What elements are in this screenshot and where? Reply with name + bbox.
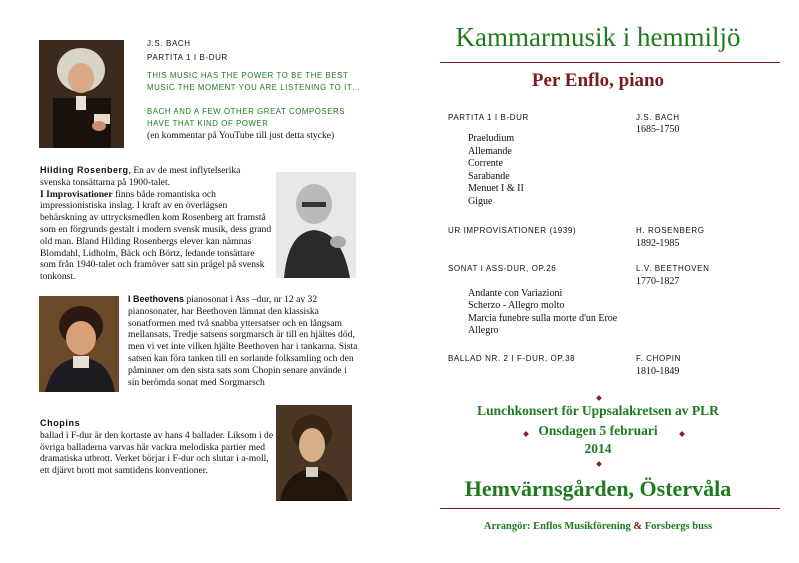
program-title-4: BALLAD NR. 2 I F-DUR, OP.38 — [448, 354, 576, 363]
organizer-b: Forsbergs buss — [642, 521, 713, 532]
organizer-ampersand: & — [633, 521, 643, 532]
rosenberg-text-1: , En av de mest inflytelserika svenska tonsättarna på 1900-talet. — [40, 165, 241, 188]
page-title: Kammarmusik i hemmiljö — [455, 22, 741, 52]
chopin-portrait — [276, 405, 352, 501]
beethoven-body: pianosonat i Ass –dur, nr 12 av 32 pianosonater, har Beethoven lämnat den klassiska sonatformen med två snabba yttersatser och en långsam mellansats. Tredje satsens sorgmarsch är till en hjältes död, men vi vet inte vilken hjälte Beethoven har i tankarna. Sista satsen kan föra tanken till en sorlande folksamling och den påminner om den sista sats som Chopin senare använde i sin berömda sonat med Sorgmarsch — [128, 294, 358, 388]
bach-quote: THIS MUSIC HAS THE POWER TO BE THE BEST MUSIC THE MOMENT YOU ARE LISTENING TO IT… — [147, 71, 361, 92]
movement: Sarabande — [468, 171, 510, 182]
program-composer-2: H. ROSENBERG — [636, 226, 705, 235]
rosenberg-text — [40, 165, 272, 283]
program-title-1: PARTITA 1 I B-DUR — [448, 113, 529, 122]
venue: Hemvärnsgården, Östervåla — [464, 476, 732, 501]
program-years-1: 1685-1750 — [636, 124, 680, 135]
bach-name: J.S. BACH — [147, 39, 191, 48]
beethoven-portrait — [39, 296, 119, 392]
bach-quote-2: BACH AND A FEW OTHER GREAT COMPOSERS HAVE THAT KIND OF POWER — [147, 107, 346, 128]
concert-year: 2014 — [584, 441, 612, 456]
chopin-text — [40, 418, 275, 477]
movement: Marcia funebre sulla morte d'un Eroe — [468, 313, 618, 324]
rosenberg-photo — [276, 172, 356, 278]
bach-portrait — [39, 40, 124, 148]
program-title-2: UR IMPROVISATIONER (1939) — [448, 226, 577, 235]
rosenberg-lead: Hilding Rosenberg — [40, 165, 129, 175]
program-composer-1: J.S. BACH — [636, 113, 680, 122]
movement: Gigue — [468, 196, 493, 207]
organizer — [418, 521, 778, 532]
movement: Scherzo - Allegro molto — [468, 300, 565, 311]
chopin-lead: Chopins — [40, 418, 81, 428]
rosenberg-lead-2: I Improvisationer — [40, 188, 113, 200]
program-years-3: 1770-1827 — [636, 276, 680, 287]
program-years-2: 1892-1985 — [636, 238, 680, 249]
movement: Allemande — [468, 146, 512, 157]
program-composer-4: F. CHOPIN — [636, 354, 681, 363]
divider-bottom — [440, 508, 780, 509]
program-title-3: SONAT I ASS-DUR, OP.26 — [448, 264, 557, 273]
diamond-ornament — [596, 461, 602, 467]
beethoven-lead: I Beethovens — [128, 294, 185, 304]
diamond-ornament — [596, 395, 602, 401]
divider-top — [440, 62, 780, 63]
performer: Per Enflo, piano — [531, 70, 665, 91]
movement: Corrente — [468, 158, 503, 169]
concert-line-1: Lunchkonsert för Uppsalakretsen av PLR — [477, 403, 719, 418]
concert-date: Onsdagen 5 februari — [538, 423, 658, 438]
program-years-4: 1810-1849 — [636, 366, 680, 377]
organizer-a: Arrangör: Enflos Musikförening — [483, 521, 631, 532]
movement: Allegro — [468, 325, 499, 336]
chopin-body: ballad i F-dur är den kortaste av hans 4 ballader. Liksom i de övriga balladerna varvas här vackra melodiska partier med dramatiska utbrott. Verket börjar i F-dur och slutar i a-moll, ett djärvt brott mot samtidens konventioner. — [40, 429, 274, 477]
bach-comment: (en kommentar på YouTube till just detta stycke) — [147, 130, 335, 141]
program-composer-3: L.V. BEETHOVEN — [636, 264, 710, 273]
movement: Praeludium — [468, 133, 515, 144]
rosenberg-text-2: finns både romantiska och impressionistiska inslag. I kraft av en överlägsen behärskning av uttrycksmedlen kom Rosenberg att framstå som en förgrunds gestalt i modern svensk musik, dess grand old man. Bland Hilding Rosenbergs elever kan nämnas Blomdahl, Lidholm, Bäck och Börtz, ledande tonsättare som från 1940-talet och framöver satt sin prägel på svensk tonkonst. — [40, 188, 272, 283]
movement: Andante con Variazioni — [468, 288, 563, 299]
beethoven-text — [128, 294, 358, 388]
bach-work: PARTITA 1 I B-DUR — [147, 53, 228, 62]
movement: Menuet I & II — [468, 183, 524, 194]
